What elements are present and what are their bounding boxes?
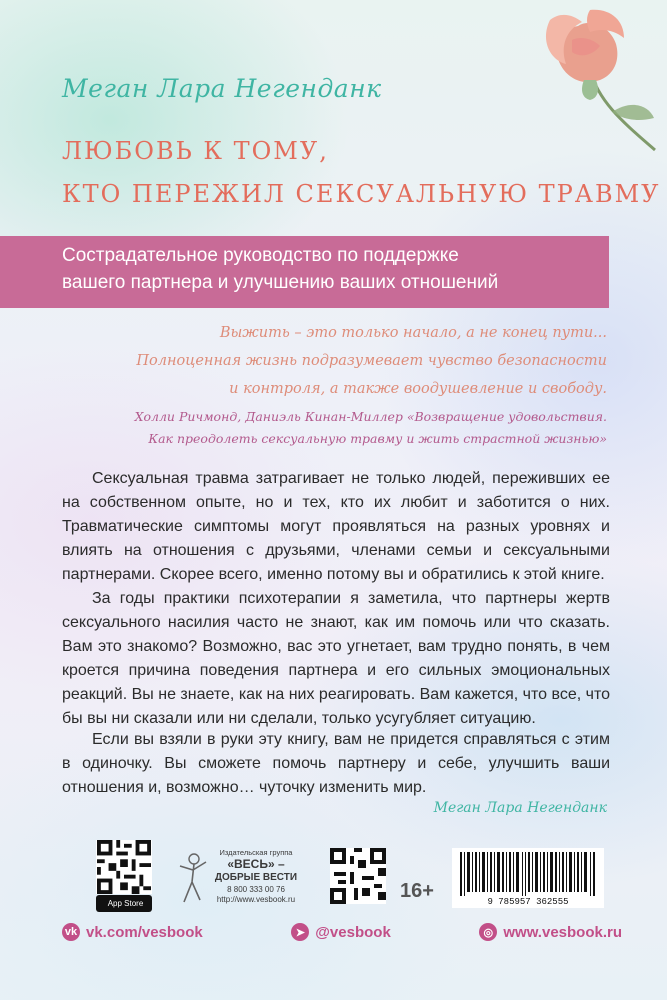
vk-icon: vk bbox=[62, 923, 80, 941]
age-rating: 16+ bbox=[400, 880, 434, 902]
subtitle bbox=[62, 242, 498, 296]
flower-illustration bbox=[520, 0, 660, 160]
publisher-figure-icon bbox=[176, 852, 210, 908]
body-paragraph-3-text: Если вы взяли в руки эту книгу, вам не придется справляться с этим в одиночку. Вы сможете помочь партнеру и себе, улучшить ваши отношения и, возможно… чуточку изменить мир. bbox=[62, 731, 610, 796]
vk-link-text: vk.com/vesbook bbox=[86, 923, 203, 941]
book-title-line-1: ЛЮБОВЬ К ТОМУ, bbox=[62, 137, 329, 165]
publisher-logo bbox=[176, 848, 296, 910]
vk-link[interactable] bbox=[62, 923, 203, 941]
telegram-link[interactable] bbox=[291, 923, 390, 941]
telegram-icon: ➤ bbox=[291, 923, 309, 941]
isbn-number: 9 785957 362555 bbox=[487, 897, 569, 907]
qr-code-website[interactable] bbox=[330, 848, 386, 904]
epigraph-source-line-2: Как преодолеть сексуальную травму и жить страстной жизнью» bbox=[148, 431, 607, 446]
publisher-name: «ВЕСЬ» – bbox=[227, 857, 285, 871]
app-store-label: App Store bbox=[107, 899, 144, 908]
barcode-bars bbox=[452, 848, 604, 896]
social-links bbox=[62, 923, 622, 941]
author-signature: Меган Лара Негенданк bbox=[433, 800, 607, 816]
subtitle-line-1: Сострадательное руководство по поддержке bbox=[62, 245, 459, 266]
body-paragraph-3 bbox=[62, 728, 610, 800]
epigraph-source-line-1: Холли Ричмонд, Даниэль Кинан-Миллер «Возвращение удовольствия. bbox=[134, 409, 607, 424]
website-link-text: www.vesbook.ru bbox=[503, 923, 622, 941]
app-store-badge[interactable] bbox=[96, 895, 152, 912]
publisher-group-label: Издательская группа bbox=[219, 848, 293, 857]
author-name: Меган Лара Негенданк bbox=[62, 74, 382, 103]
epigraph-line-3: и контроля, а также воодушевление и свободу. bbox=[229, 381, 607, 397]
publisher-site[interactable]: http://www.vesbook.ru bbox=[216, 895, 296, 904]
subtitle-line-2: вашего партнера и улучшению ваших отношений bbox=[62, 272, 499, 293]
publisher-phone: 8 800 333 00 76 bbox=[227, 885, 285, 894]
website-link[interactable] bbox=[479, 923, 622, 941]
body-paragraph-1-text: Сексуальная травма затрагивает не только людей, переживших ее на собственном опыте, но и тех, кто их любит и заботится о них. Травматические симптомы могут проявляться на разных уровнях и влиять на отношения с друзьями, членами семьи и сексуальными партнерами. Скорее всего, именно потому вы и обратились к этой книге. bbox=[62, 470, 610, 583]
body-paragraph-2-text: За годы практики психотерапии я заметила, что партнеры жертв сексуального насилия часто не знают, как им помочь или что сказать. Вам это знакомо? Возможно, вас это угнетает, вам трудно понять, в чем кроется причина поведения партнера и его сильных эмоциональных реакций. Вы не знаете, как на них реагировать. Вам кажется, что все, что бы вы ни сказали или ни сделали, только усугубляет ситуацию. bbox=[62, 590, 610, 727]
telegram-link-text: @vesbook bbox=[315, 923, 391, 941]
body-paragraph-2 bbox=[62, 587, 610, 731]
book-title-line-2: КТО ПЕРЕЖИЛ СЕКСУАЛЬНУЮ ТРАВМУ bbox=[62, 180, 661, 208]
body-paragraph-1 bbox=[62, 467, 610, 587]
globe-icon: ◎ bbox=[479, 923, 497, 941]
epigraph-line-1: Выжить – это только начало, а не конец пути... bbox=[219, 325, 607, 341]
qr-code-app-icon[interactable] bbox=[96, 840, 152, 894]
isbn-barcode bbox=[452, 848, 604, 908]
publisher-tagline: ДОБРЫЕ ВЕСТИ bbox=[214, 872, 298, 883]
epigraph-line-2: Полноценная жизнь подразумевает чувство безопасности bbox=[136, 353, 607, 369]
